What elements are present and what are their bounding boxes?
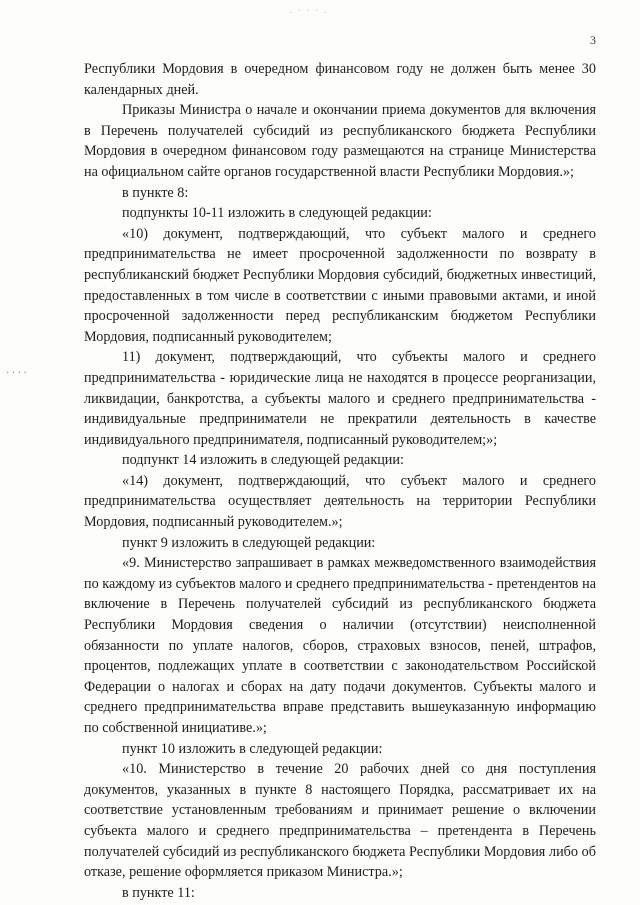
paragraph-clause-11-intro: в пункте 11:: [122, 884, 195, 901]
page-number: 3: [590, 33, 596, 47]
document-body: [84, 59, 596, 903]
paragraph-subclause-14: «14) документ, подтверждающий, что субъект малого и среднего предпринимательства осуществляет деятельность на территории Республики Мордовия, подписанный руководителем.»;: [84, 472, 596, 531]
paragraph-clause-9: «9. Министерство запрашивает в рамках межведомственного взаимодействия по каждому из субъектов малого и среднего предпринимательства - претендентов на включение в Перечень получателей субсидий из республиканского бюджета Республики Мордовия сведения о наличии (отсутствии) неисполненной обязанности по уплате налогов, сборов, страховых взносов, пеней, штрафов, процентов, подлежащих уплате в соответствии с законодательством Российской Федерации о налогах и сборах на дату подачи документов. Субъекты малого и среднего предпринимательства вправе представить вышеуказанную информацию по собственной инициативе.»;: [84, 555, 596, 736]
scan-artifact-marks: . · · · .: [290, 6, 328, 15]
paragraph-subclause-10: «10) документ, подтверждающий, что субъект малого и среднего предпринимательства не имеет просроченной задолженности по возврату в республиканский бюджет Республики Мордовия субсидий, бюджетных инвестиций, предоставленных в том числе в соответствии с иными правовыми актами, и иной просроченной задолженности перед республиканским бюджетом Республики Мордовия, подписанный руководителем;: [84, 225, 596, 345]
paragraph-subclause-11: 11) документ, подтверждающий, что субъекты малого и среднего предпринимательства - юридические лица не находятся в процессе реорганизации, ликвидации, банкротства, а субъекты малого и среднего предпринимательства - индивидуальные предприниматели не прекратили деятельность в качестве индивидуального предпринимателя, подписанный руководителем;»;: [84, 349, 596, 448]
margin-artifact-marks: · · · ·: [6, 368, 27, 379]
paragraph-clause-10-intro: пункт 10 изложить в следующей редакции:: [122, 740, 383, 757]
paragraph-clause-10: «10. Министерство в течение 20 рабочих дней со дня поступления документов, указанных в пункте 8 настоящего Порядка, рассматривает их на соответствие установленным требованиям и принимает решение о включении субъекта малого и среднего предпринимательства – претендента в Перечень получателей субсидий из республиканского бюджета Республики Мордовия либо об отказе, решение оформляется приказом Министра.»;: [84, 761, 596, 881]
paragraph-clause-9-intro: пункт 9 изложить в следующей редакции:: [122, 534, 376, 551]
paragraph-continuation: Республики Мордовия в очередном финансовом году не должен быть менее 30 календарных дней.: [84, 61, 596, 98]
paragraph-subclause-14-intro: подпункт 14 изложить в следующей редакции:: [122, 452, 404, 469]
paragraph-orders: Приказы Министра о начале и окончании приема документов для включения в Перечень получателей субсидий из республиканского бюджета Республики Мордовия в очередном финансовом году размещаются на странице Министерства на официальном сайте органов государственной власти Республики Мордовия.»;: [84, 102, 596, 180]
paragraph-subclauses-10-11-intro: подпункты 10-11 изложить в следующей редакции:: [122, 205, 432, 222]
paragraph-clause-8: в пункте 8:: [122, 184, 189, 201]
